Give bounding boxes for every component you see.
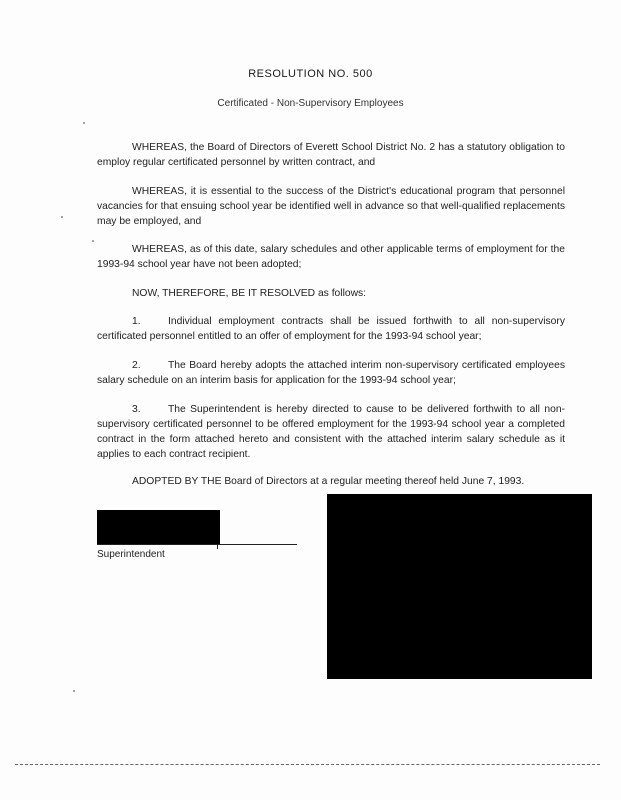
- whereas-paragraph-1: [97, 140, 565, 170]
- board-signatures-redaction: [327, 494, 592, 679]
- item-text-3: The Superintendent is hereby directed to cause to be delivered forthwith to all non-supervisory certificated personnel to be offered employment for the 1993-94 school year a completed contract in the form attached hereto and consistent with the attached interim salary schedule as it applies to each contract recipient.: [97, 404, 565, 460]
- resolved-text: NOW, THEREFORE, BE IT RESOLVED as follows:: [132, 288, 367, 299]
- whereas-text-1: WHEREAS, the Board of Directors of Everett School District No. 2 has a statutory obligation to employ regular certificated personnel by written contract, and: [97, 142, 565, 168]
- adopted-text: ADOPTED BY THE Board of Directors at a regular meeting thereof held June 7, 1993.: [132, 476, 525, 487]
- signature-line: [97, 544, 297, 545]
- scan-speck: [73, 690, 75, 692]
- signature-redaction: [97, 510, 220, 545]
- item-text-1: Individual employment contracts shall be issued forthwith to all non-supervisory certificated personnel entitled to an offer of employment for the 1993-94 school year;: [97, 316, 565, 342]
- resolution-subtitle: Certificated - Non-Supervisory Employees: [217, 98, 404, 109]
- scan-speck: [83, 122, 85, 124]
- resolved-paragraph: [97, 286, 565, 301]
- resolution-item-3: [97, 402, 565, 462]
- scan-speck: [92, 240, 94, 242]
- whereas-paragraph-3: [97, 242, 565, 272]
- resolution-title: RESOLUTION NO. 500: [248, 68, 373, 80]
- resolution-item-1: [97, 314, 565, 344]
- signature-tick: [217, 545, 218, 549]
- item-number-3: 3.: [132, 404, 141, 415]
- item-text-2: The Board hereby adopts the attached interim non-supervisory certificated employees salary schedule on an interim basis for application for the 1993-94 school year;: [97, 360, 565, 386]
- signature-label: Superintendent: [97, 549, 165, 560]
- whereas-paragraph-2: [97, 184, 565, 229]
- adopted-paragraph: [97, 474, 565, 489]
- whereas-text-3: WHEREAS, as of this date, salary schedules and other applicable terms of employment for the 1993-94 school year have not been adopted;: [97, 244, 565, 270]
- scan-footer-line: [15, 764, 600, 765]
- scan-speck: [61, 216, 63, 218]
- item-number-1: 1.: [132, 316, 141, 327]
- item-number-2: 2.: [132, 360, 141, 371]
- whereas-text-2: WHEREAS, it is essential to the success of the District's educational program that personnel vacancies for that ensuing school year be identified well in advance so that well-qualified replacements may be employed, and: [97, 186, 565, 227]
- resolution-item-2: [97, 358, 565, 388]
